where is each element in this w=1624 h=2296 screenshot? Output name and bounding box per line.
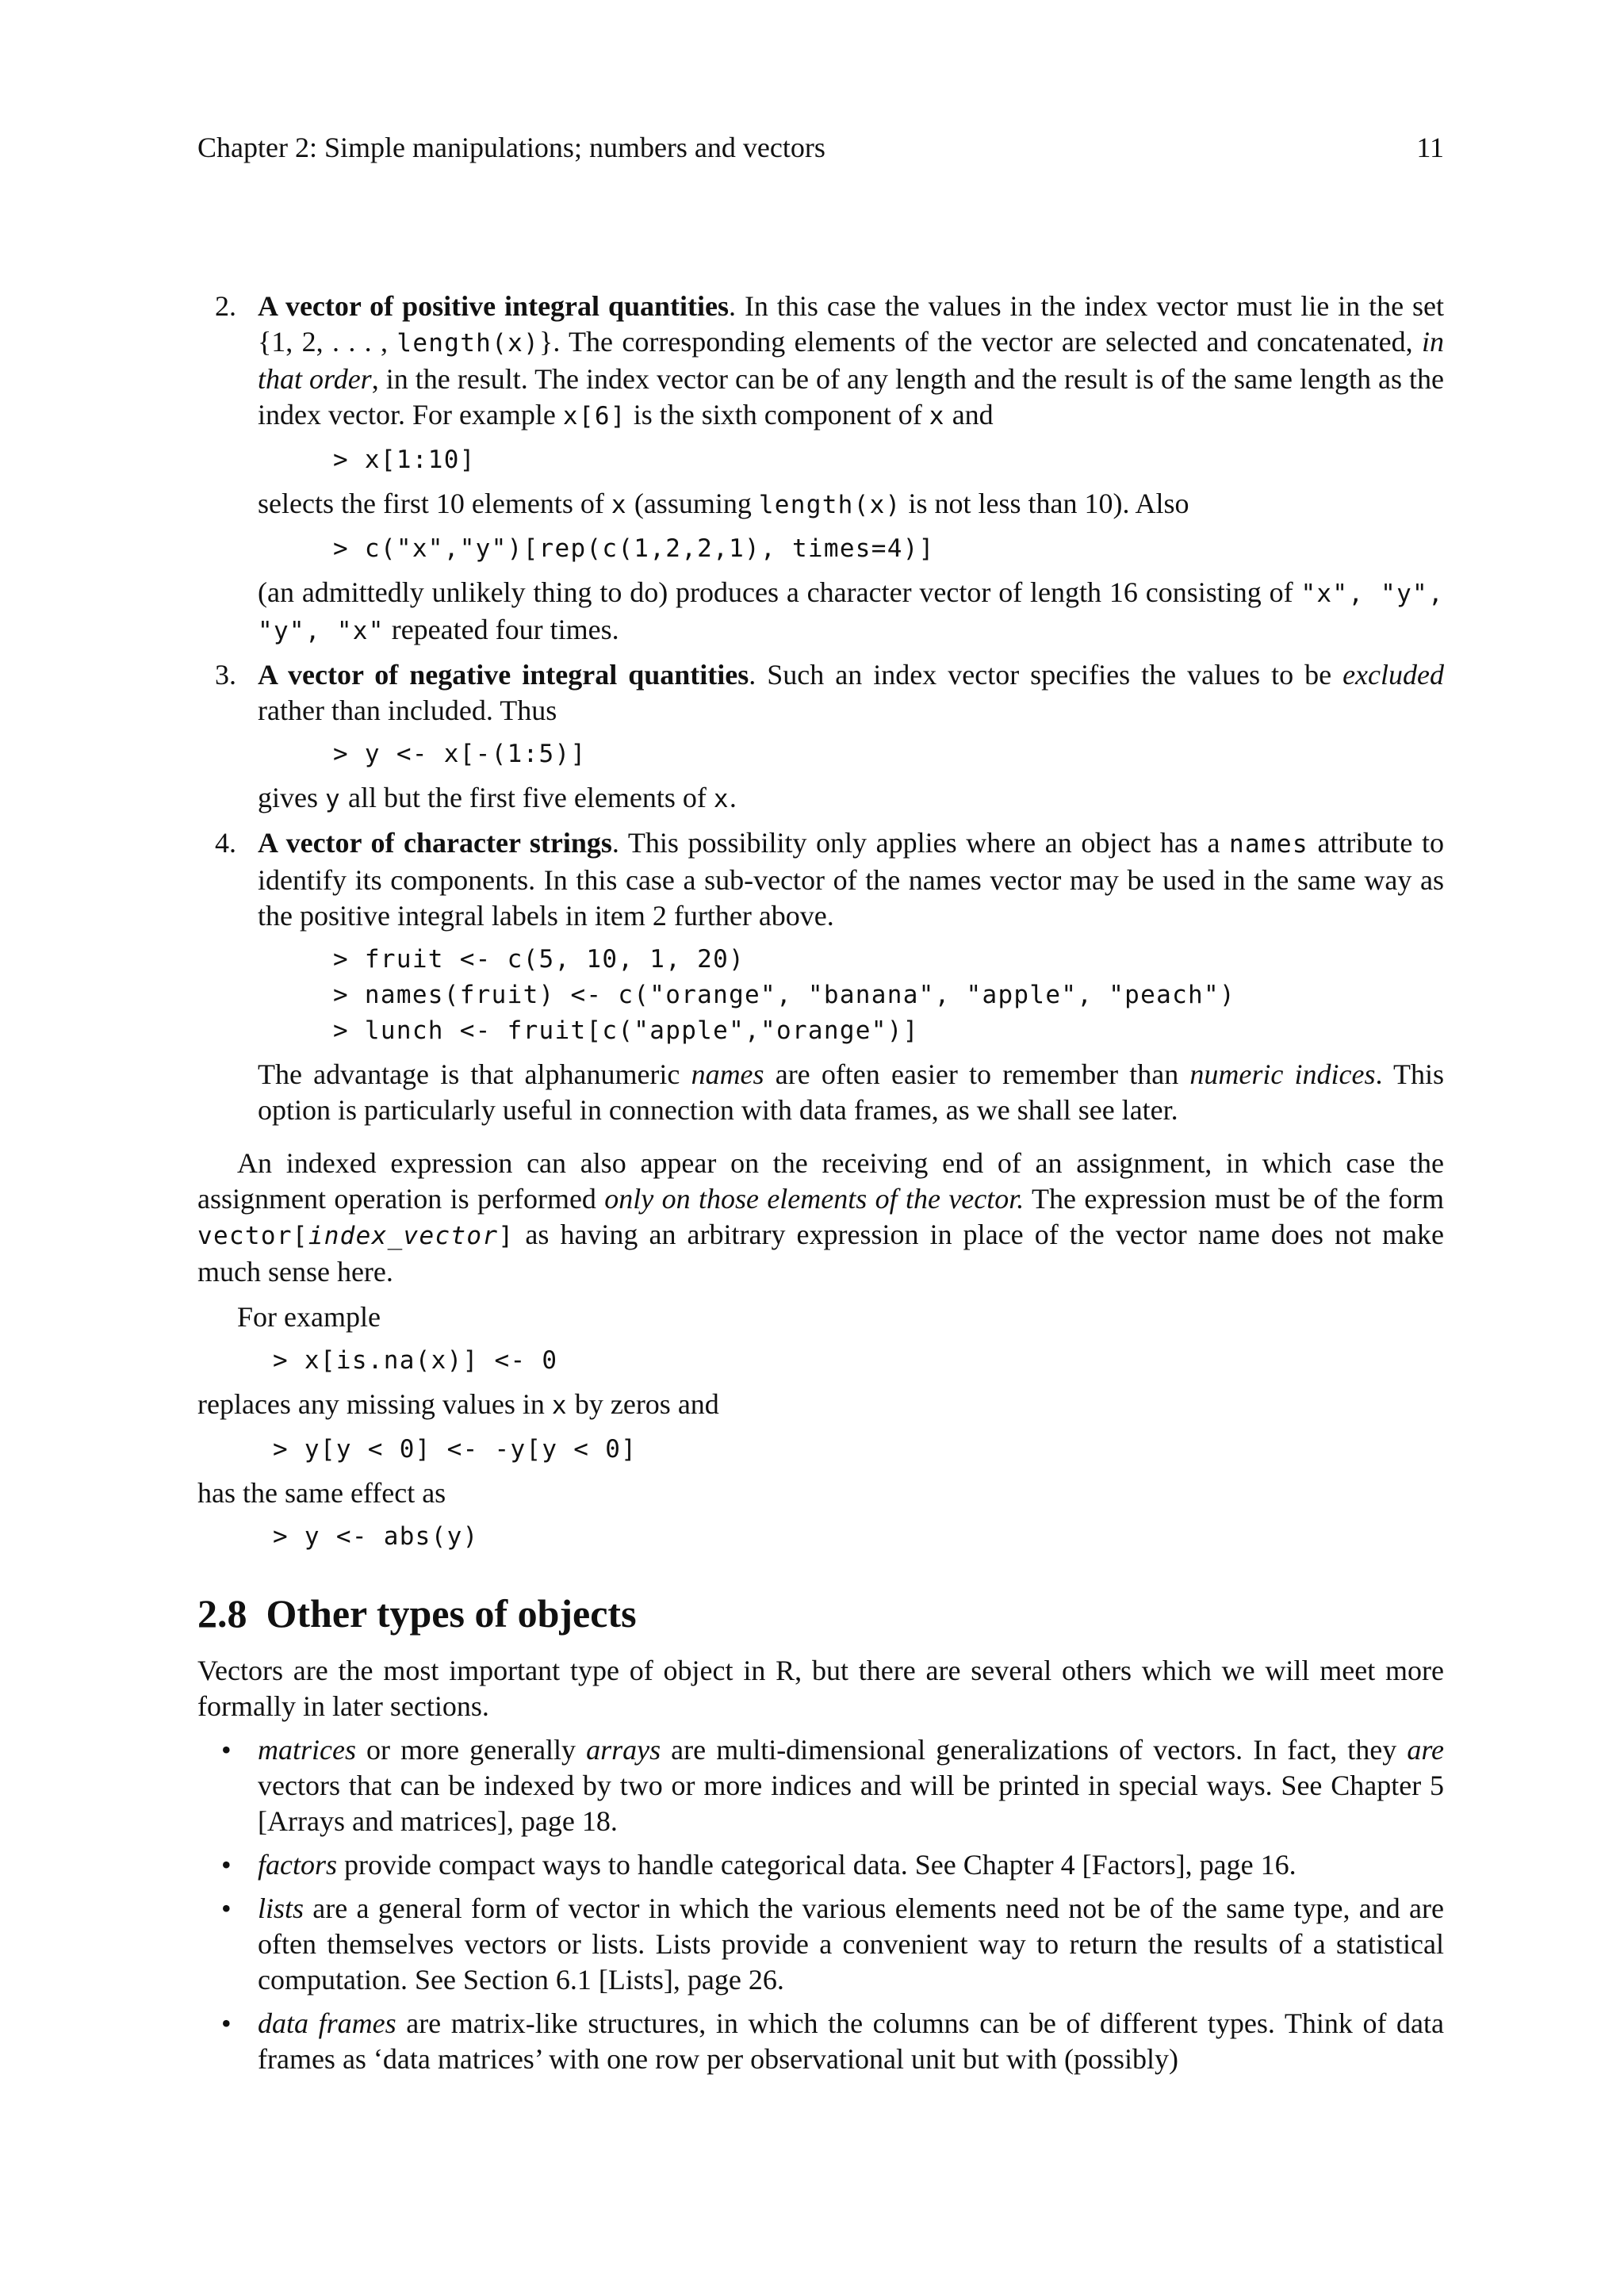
inline-code: x [611, 491, 627, 519]
bullet-item-lists [197, 1891, 1444, 1998]
code-line: > y[y < 0] <- -y[y < 0] [273, 1435, 638, 1464]
inline-code: "x", "y", "y", "x" [258, 580, 1444, 645]
example-paragraph: has the same effect as [197, 1477, 446, 1509]
item-paragraph: (an admittedly unlikely thing to do) produces a character vector of length 16 consisting of "x", "y", "y", "x" repeated four times. [258, 576, 1444, 645]
item-number: 3. [215, 659, 236, 691]
example-paragraph: replaces any missing values in x by zeros and [197, 1388, 719, 1420]
section-number: 2.8 [197, 1591, 247, 1636]
emphasis: factors [258, 1849, 338, 1881]
chapter-title: Chapter 2: Simple manipulations; numbers and vectors [197, 132, 825, 163]
bullet-item-matrices [197, 1732, 1444, 1839]
section-intro: Vectors are the most important type of object in R, but there are several others which we will meet more formally in later sections. [197, 1655, 1444, 1722]
item-paragraph: gives y all but the first five elements of x. [258, 782, 737, 813]
list-item-negative-integers [197, 657, 1444, 817]
page-body [197, 289, 1444, 2085]
item-paragraph: A vector of character strings. This possibility only applies where an object has a names attribute to identify its components. In this case a sub-vector of the names vector may be used in the same way as the positive integral labels in item 2 further above. [258, 827, 1444, 932]
emphasis: excluded [1342, 659, 1444, 691]
bullet-icon: • [221, 1892, 232, 1924]
bullet-paragraph: lists are a general form of vector in which the various elements need not be of the same type, and are often themselves vectors or lists. Lists provide a convenient way to return the results of a statistical computation. See Section 6.1 [Lists], page 26. [258, 1892, 1444, 1996]
code-line: > fruit <- c(5, 10, 1, 20) [333, 945, 745, 974]
emphasis: names [691, 1058, 764, 1090]
inline-code: x [929, 402, 945, 430]
emphasis: matrices [258, 1734, 356, 1766]
code-line: > y <- x[-(1:5)] [333, 740, 587, 768]
emphasis: numeric indices [1189, 1058, 1376, 1090]
code-line: > c("x","y")[rep(c(1,2,2,1), times=4)] [333, 534, 935, 563]
item-heading: A vector of character strings [258, 827, 612, 859]
list-item-positive-integers [197, 289, 1444, 649]
emphasis: are [1407, 1734, 1444, 1766]
inline-code: x[6] [562, 402, 626, 430]
item-heading: A vector of positive integral quantities [258, 290, 729, 322]
bullet-paragraph: matrices or more generally arrays are multi-dimensional generalizations of vectors. In fact, they are vectors that can be indexed by two or more indices and will be printed in special ways. See Chapter 5 [Arrays and matrices], page 18. [258, 1734, 1444, 1837]
item-heading: A vector of negative integral quantities [258, 659, 749, 691]
emphasis: in that order [258, 326, 1445, 395]
item-number: 4. [215, 827, 236, 859]
running-header [197, 130, 1444, 165]
item-paragraph: selects the first 10 elements of x (assuming length(x) is not less than 10). Also [258, 488, 1189, 519]
code-line: > names(fruit) <- c("orange", "banana", "apple", "peach") [333, 981, 1235, 1009]
inline-code: length(x) [396, 329, 540, 358]
item-paragraph: A vector of negative integral quantities. Such an index vector specifies the values to be excluded rather than included. Thus [258, 659, 1444, 726]
emphasis: arrays [586, 1734, 661, 1766]
code-line: > y <- abs(y) [273, 1522, 479, 1551]
bullet-paragraph: factors provide compact ways to handle categorical data. See Chapter 4 [Factors], page 16. [258, 1849, 1297, 1881]
bullet-icon: • [221, 2007, 232, 2039]
assignment-paragraph: An indexed expression can also appear on the receiving end of an assignment, in which case the assignment operation is performed only on those elements of the vector. The expression must be of the form vector[index_vector] as having an arbitrary expression in place of the vector name does not make much sense here. [197, 1147, 1445, 1288]
item-paragraph: A vector of positive integral quantities. In this case the values in the index vector must lie in the set {1, 2, . . . , length(x)}. The corresponding elements of the vector are selected and concatenated, in that order, in the result. The index vector can be of any length and the result is of the same length as the index vector. For example x[6] is the sixth component of x and [258, 290, 1445, 430]
bullet-paragraph: data frames are matrix-like structures, in which the columns can be of different types. Think of data frames as ‘data matrices’ with one row per observational unit but with (possibly) [258, 2007, 1444, 2075]
bullet-item-data-frames [197, 2006, 1444, 2077]
item-paragraph: The advantage is that alphanumeric names are often easier to remember than numeric indices. This option is particularly useful in connection with data frames, as we shall see later. [258, 1058, 1444, 1126]
code-line: > lunch <- fruit[c("apple","orange")] [333, 1016, 919, 1045]
bullet-item-factors [197, 1847, 1444, 1883]
inline-code: x [551, 1391, 568, 1420]
section-heading [197, 1590, 1444, 1637]
item-number: 2. [215, 290, 236, 322]
inline-code: names [1229, 830, 1308, 859]
inline-code: vector[index_vector] [197, 1222, 515, 1250]
inline-code: y [325, 785, 341, 813]
inline-code: length(x) [758, 491, 902, 519]
list-item-character-strings [197, 825, 1444, 1128]
code-line: > x[1:10] [333, 446, 476, 474]
example-intro: For example [237, 1301, 381, 1333]
section-title: Other types of objects [266, 1591, 637, 1636]
inline-code: x [713, 785, 730, 813]
bullet-icon: • [221, 1849, 232, 1881]
code-line: > x[is.na(x)] <- 0 [273, 1346, 558, 1375]
emphasis: only on those elements of the vector. [604, 1183, 1025, 1215]
emphasis: lists [258, 1892, 304, 1924]
bullet-icon: • [221, 1734, 232, 1766]
emphasis: data frames [258, 2007, 396, 2039]
page-number: 11 [1416, 132, 1444, 163]
